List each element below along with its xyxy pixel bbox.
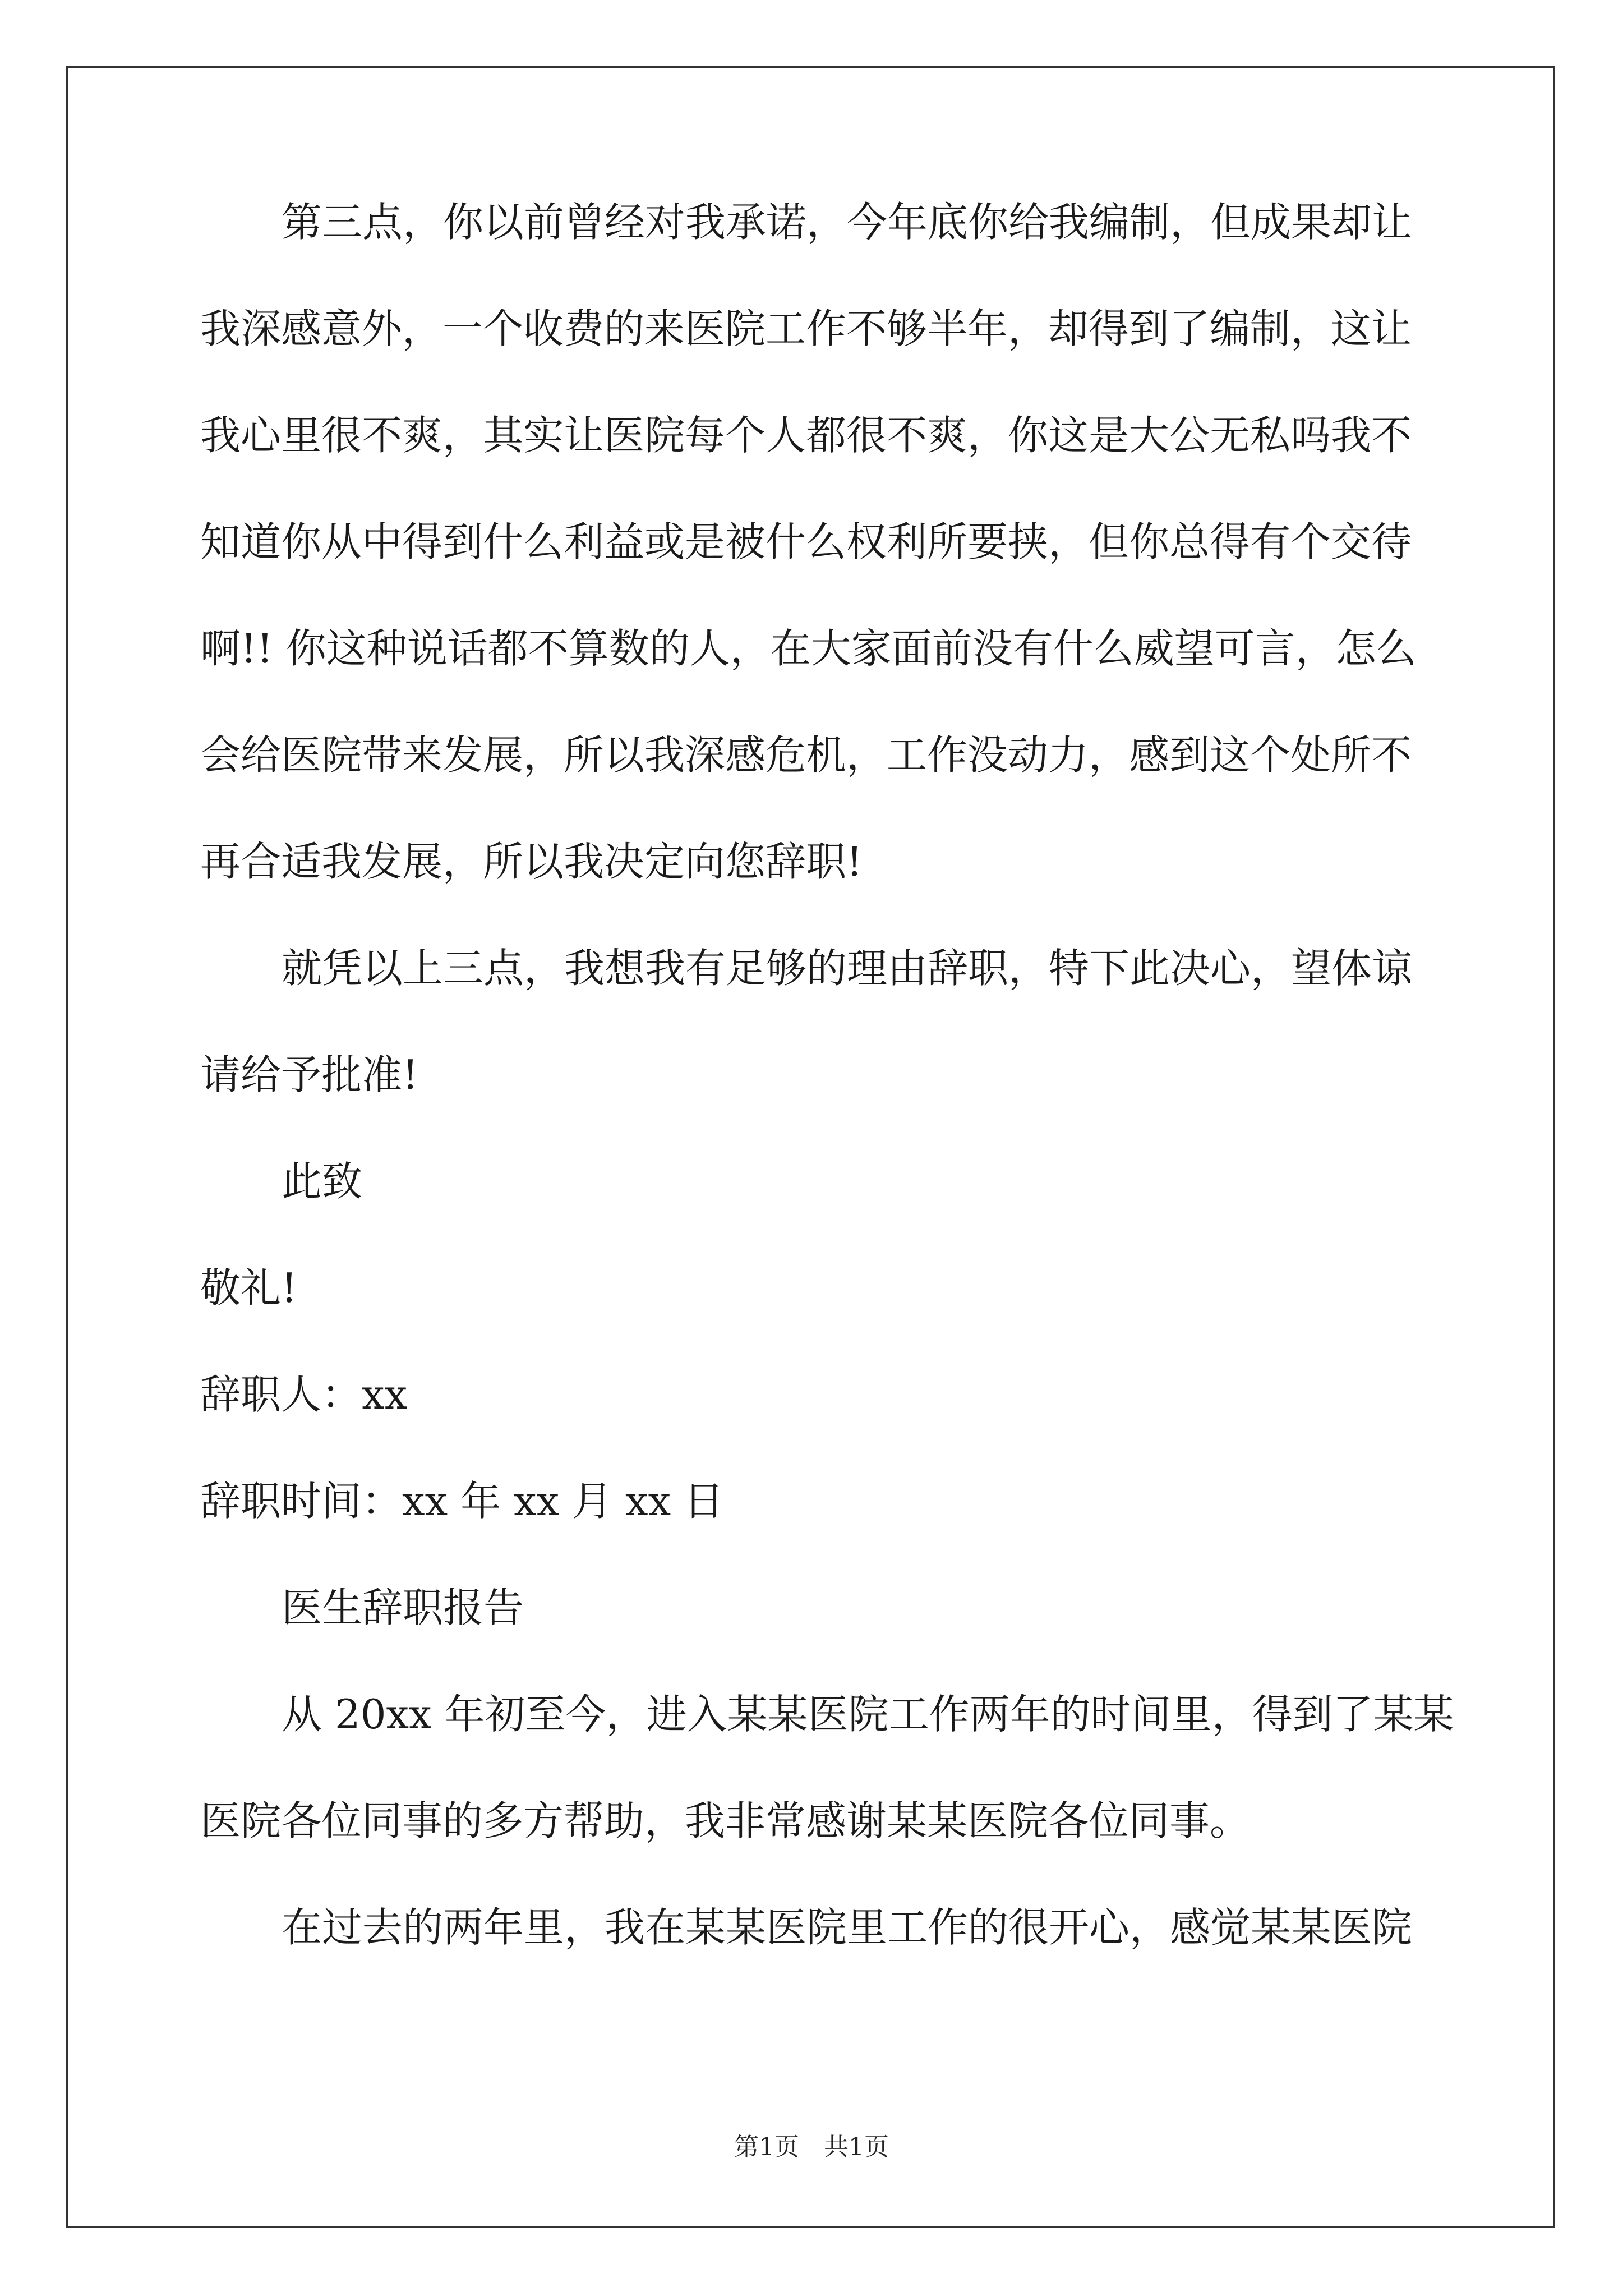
body-line: 从 20xx 年初至今，进入某某医院工作两年的时间里，得到了某某 xyxy=(282,1691,1454,1738)
closing: 敬礼! xyxy=(200,1264,297,1312)
body-line: 就凭以上三点，我想我有足够的理由辞职，特下此决心，望体谅 xyxy=(282,945,1413,992)
body-line: 啊!! 你这种说话都不算数的人，在大家面前没有什么威望可言，怎么 xyxy=(200,625,1417,672)
body-line: 知道你从中得到什么利益或是被什么权利所要挟，但你总得有个交待 xyxy=(200,518,1412,565)
body-line: 请给予批准! xyxy=(200,1051,418,1098)
body-line: 我心里很不爽，其实让医院每个人都很不爽，你这是大公无私吗我不 xyxy=(200,412,1412,459)
body-line: 会给医院带来发展，所以我深感危机，工作没动力，感到这个处所不 xyxy=(200,731,1412,779)
body-line: 在过去的两年里，我在某某医院里工作的很开心，感觉某某医院 xyxy=(282,1904,1413,1951)
body-line: 再合适我发展，所以我决定向您辞职! xyxy=(200,838,863,885)
page-number: 第1页 共1页 xyxy=(734,2133,889,2161)
salutation: 此致 xyxy=(282,1158,363,1205)
body-line: 我深感意外，一个收费的来医院工作不够半年，却得到了编制，这让 xyxy=(200,305,1412,352)
signatory: 辞职人：xx xyxy=(200,1371,408,1418)
resignation-date: 辞职时间：xx 年 xx 月 xx 日 xyxy=(200,1478,725,1525)
body-line: 医院各位同事的多方帮助，我非常感谢某某医院各位同事。 xyxy=(200,1797,1251,1844)
body-line: 第三点，你以前曾经对我承诺，今年底你给我编制，但成果却让 xyxy=(282,199,1413,246)
section-title: 医生辞职报告 xyxy=(282,1584,524,1631)
